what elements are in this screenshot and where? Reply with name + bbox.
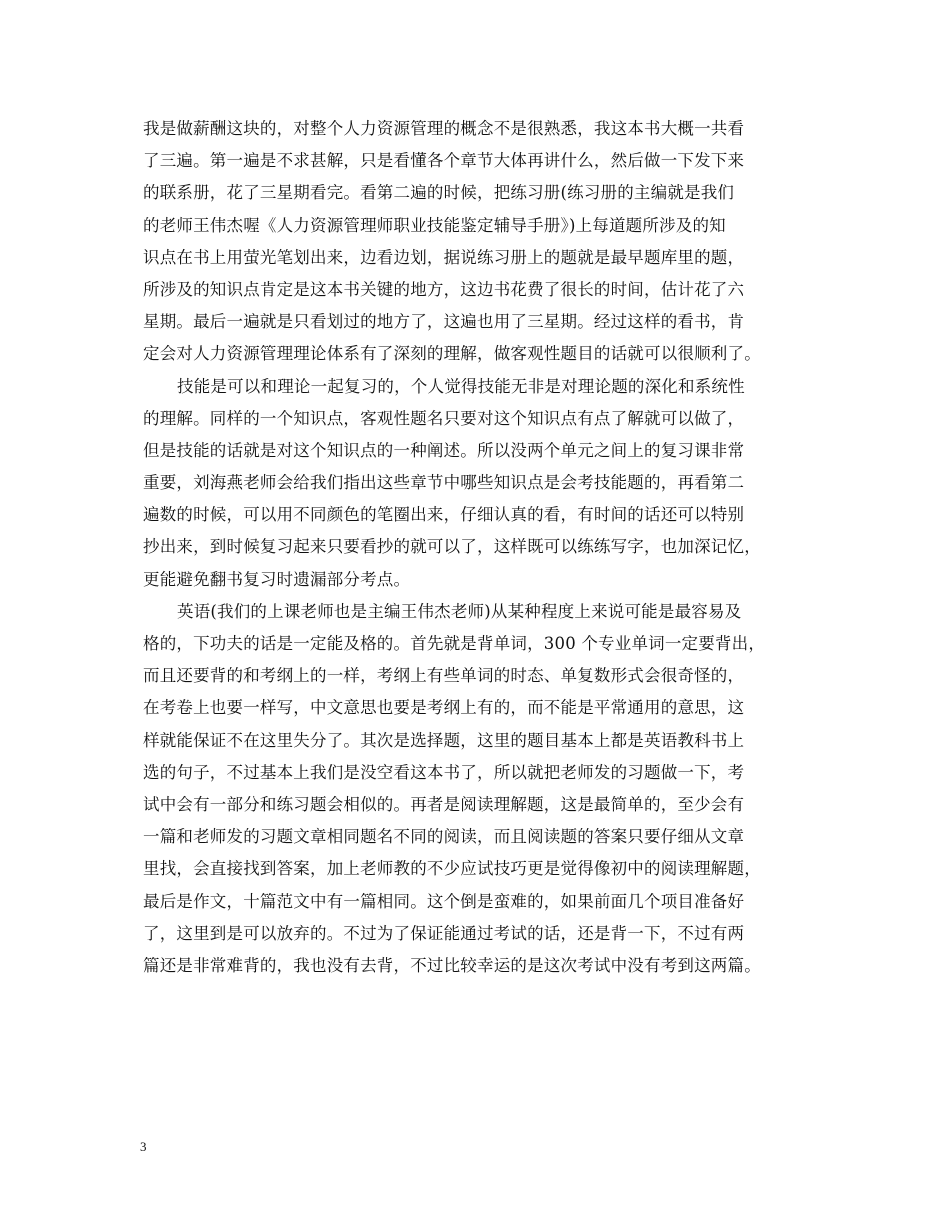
text-line: 最后是作文，十篇范文中有一篇相同。这个倒是蛮难的，如果前面几个项目准备好 (143, 891, 745, 911)
text-line: 但是技能的话就是对这个知识点的一种阐述。所以没两个单元之间上的复习课非常 (143, 440, 745, 460)
paragraph-english (143, 596, 823, 982)
text-line: 而且还要背的和考纲上的一样，考纲上有些单词的时态、单复数形式会很奇怪的， (143, 666, 745, 686)
text-line: 了三遍。第一遍是不求甚解，只是看懂各个章节大体再讲什么，然后做一下发下来 (143, 151, 745, 171)
text-line: 的理解。同样的一个知识点，客观性题名只要对这个知识点有点了解就可以做了， (143, 408, 745, 428)
text-line: 重要，刘海燕老师会给我们指出这些章节中哪些知识点是会考技能题的，再看第二 (143, 473, 745, 493)
text-line: 在考卷上也要一样写，中文意思也要是考纲上有的，而不能是平常通用的意思，这 (143, 698, 745, 718)
text-line: 的老师王伟杰喔《人力资源管理师职业技能鉴定辅导手册》)上每道题所涉及的知 (143, 215, 726, 235)
body-text (143, 113, 823, 982)
text-line: 一篇和老师发的习题文章相同题名不同的阅读，而且阅读题的答案只要仔细从文章 (143, 827, 745, 847)
text-line: 英语(我们的上课老师也是主编王伟杰老师)从某种程度上来说可能是最容易及 (177, 601, 742, 621)
text-line: 定会对人力资源管理理论体系有了深刻的理解，做客观性题目的话就可以很顺利了。 (143, 344, 761, 364)
text-line: 星期。最后一遍就是只看划过的地方了，这遍也用了三星期。经过这样的看书，肯 (143, 312, 745, 332)
text-line: 所涉及的知识点肯定是这本书关键的地方，这边书花费了很长的时间，估计花了六 (143, 279, 745, 299)
text-line: 更能避免翻书复习时遗漏部分考点。 (143, 569, 411, 589)
text-line: 样就能保证不在这里失分了。其次是选择题，这里的题目基本上都是英语教科书上 (143, 730, 745, 750)
text-line: 篇还是非常难背的，我也没有去背，不过比较幸运的是这次考试中没有考到这两篇。 (143, 955, 761, 975)
paragraph-skills (143, 371, 823, 596)
text-line: 的联系册，花了三星期看完。看第二遍的时候，把练习册(练习册的主编就是我们 (143, 183, 735, 203)
paragraph-theory (143, 113, 823, 371)
text-line: 了，这里到是可以放弃的。不过为了保证能通过考试的话，还是背一下，不过有两 (143, 923, 745, 943)
text-line: 里找，会直接找到答案，加上老师教的不少应试技巧更是觉得像初中的阅读理解题， (143, 859, 761, 879)
page-number: 3 (140, 1139, 147, 1154)
text-line: 试中会有一部分和练习题会相似的。再者是阅读理解题，这是最简单的，至少会有 (143, 794, 745, 814)
text-line: 识点在书上用萤光笔划出来，边看边划，据说练习册上的题就是最早题库里的题， (143, 247, 745, 267)
text-line: 遍数的时候，可以用不同颜色的笔圈出来，仔细认真的看，有时间的话还可以特别 (143, 505, 745, 525)
text-line: 技能是可以和理论一起复习的，个人觉得技能无非是对理论题的深化和系统性 (177, 376, 745, 396)
text-line: 选的句子，不过基本上我们是没空看这本书了，所以就把老师发的习题做一下，考 (143, 762, 745, 782)
text-line: 抄出来，到时候复习起来只要看抄的就可以了，这样既可以练练写字，也加深记忆， (143, 537, 761, 557)
text-line: 格的，下功夫的话是一定能及格的。首先就是背单词，300 个专业单词一定要背出， (143, 634, 766, 653)
text-line: 我是做薪酬这块的，对整个人力资源管理的概念不是很熟悉，我这本书大概一共看 (143, 119, 745, 138)
